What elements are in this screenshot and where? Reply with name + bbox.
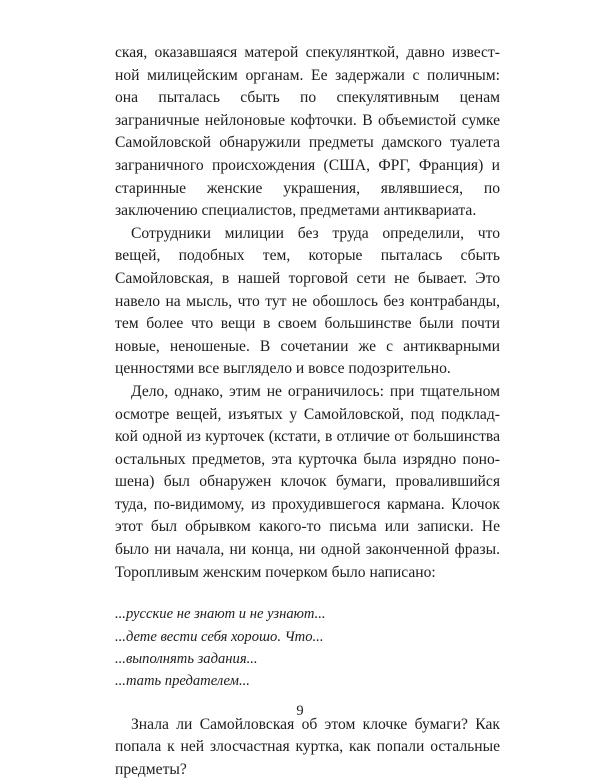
paragraph-1: ская, оказавшаяся матерой спекулянткой, давно известной милицейским органам. Ее задержали с поличным: она пыталась сбыть по спекулятивным ценам заграничные нейлоновые кофточки. В объемистой сумке Самойловской обнаружили предметы дамского туалета заграничного происхождения (США, ФРГ, Франция) и старинные женские украшения, являвшиеся, по заключению специалистов, предметами антиквариата. bbox=[115, 44, 500, 220]
letter-line-3: ...выполнять задания... bbox=[115, 651, 258, 668]
letter-line-4: ...тать предателем... bbox=[115, 673, 250, 690]
page-body bbox=[115, 42, 500, 782]
page-number: 9 bbox=[296, 703, 304, 719]
closing-paragraph: Знала ли Самойловская об этом клочке бумаги? Как попала к ней злосчастная куртка, как попали остальные предметы? bbox=[115, 715, 500, 779]
letter-line-2: ...дете вести себя хорошо. Что... bbox=[115, 628, 324, 645]
letter-line-1: ...русские не знают и не узнают... bbox=[115, 606, 326, 623]
letter-fragment bbox=[115, 603, 500, 693]
paragraph-2: Сотрудники милиции без труда определили, что вещей, подобных тем, которые пыталась сбыть Самойловская, в нашей торговой сети не бывает. Это навело на мысль, что тут не обошлось без контрабанды, тем более что вещи в своем большинстве были почти новые, неношеные. В сочетании же с антикварными ценностями все выглядело и вовсе подозрительно. bbox=[115, 224, 500, 378]
paragraph-3: Дело, однако, этим не ограничилось: при тщательном осмотре вещей, изъятых у Самойловской, под подкладкой одной из курточек (кстати, в отличие от большинства остальных предметов, эта курточка была изрядно поношена) был обнаружен клочок бумаги, провалившийся туда, по-видимому, из прохудившегося кармана. Клочок этот был обрывком какого-то письма или записки. Не было ни начала, ни конца, ни одной законченной фразы. Торопливым женским почерком было написано: bbox=[115, 382, 500, 581]
